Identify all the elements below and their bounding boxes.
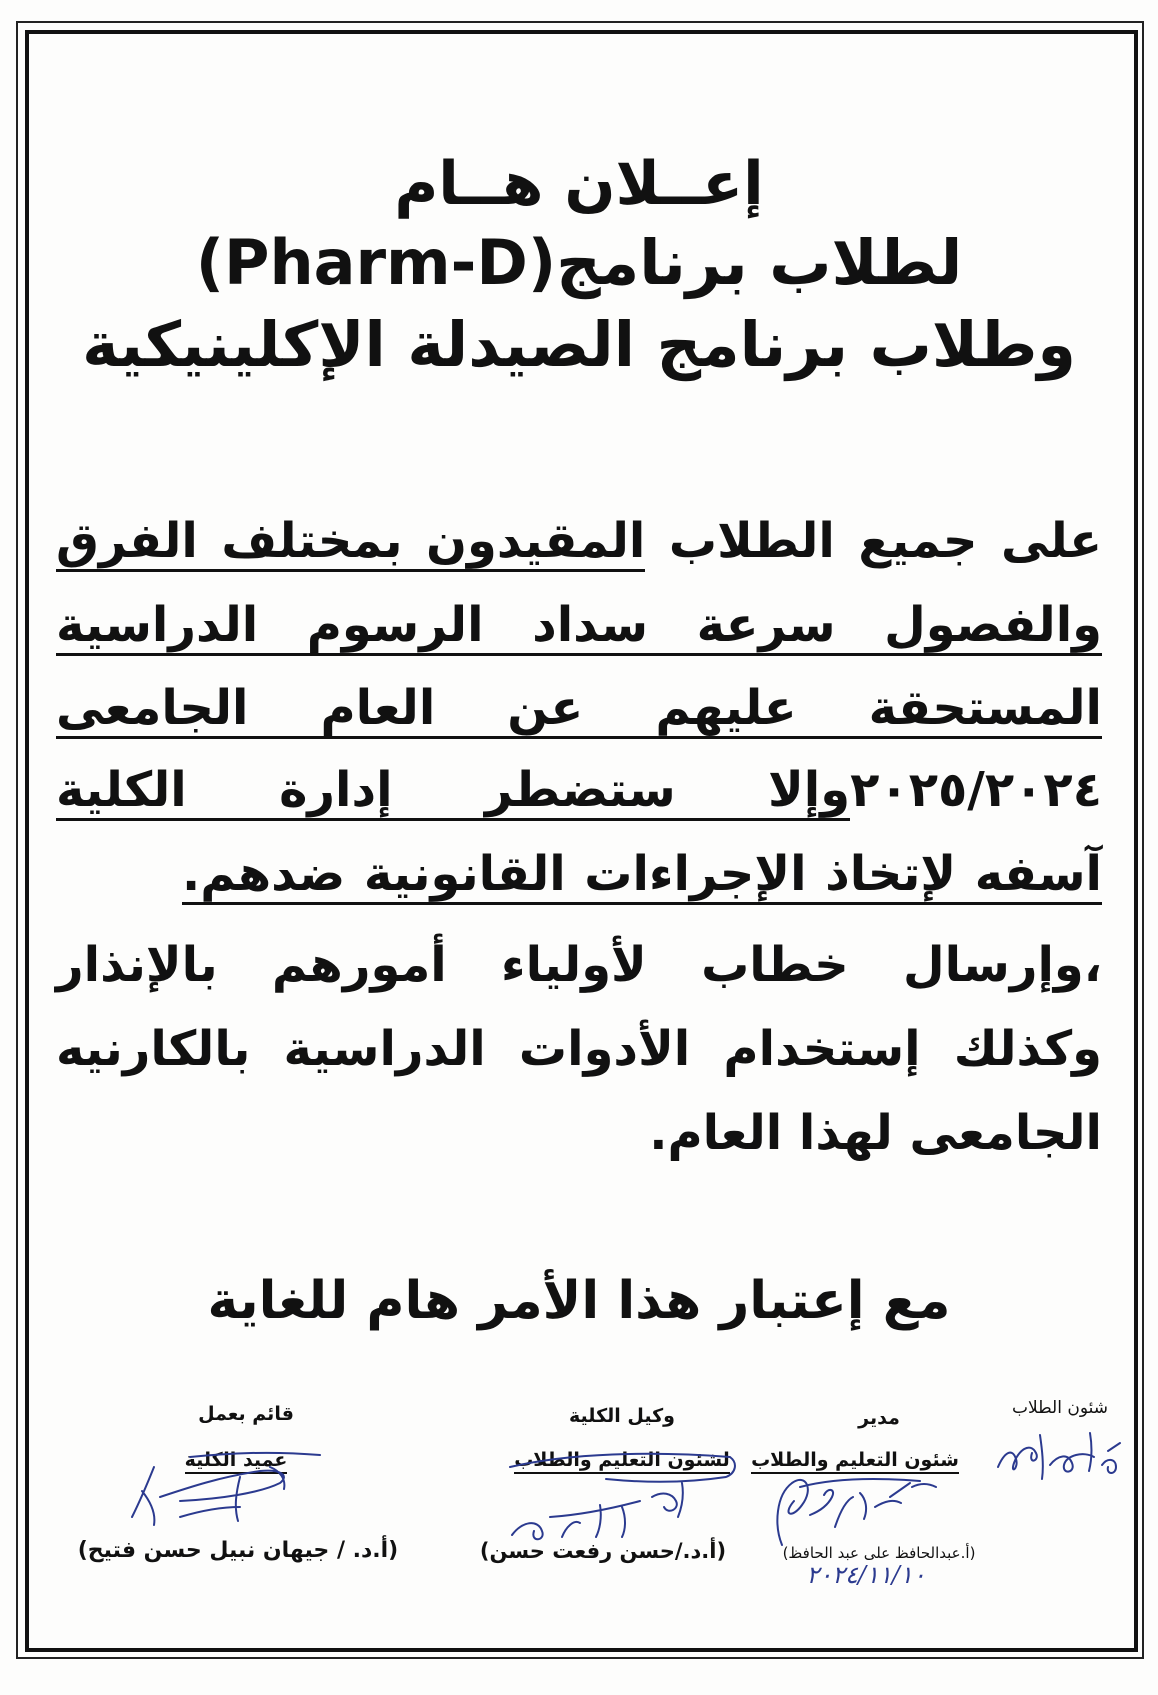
body-line-1-start: على جميع الطلاب [668, 513, 1102, 569]
signature-scribble-vice-dean [510, 1454, 735, 1539]
body-line-3 [56, 666, 1102, 750]
director-department-text: شئون التعليم والطلاب [751, 1449, 959, 1474]
body-line-7 [56, 1007, 1102, 1091]
signature-scribble-acting-dean [132, 1453, 320, 1525]
acting-dean-name: (أ.د. / جيهان نبيل حسن فتيح) [77, 1538, 399, 1563]
signature-scribble-director [777, 1479, 936, 1545]
handwritten-date: ٢٠٢٤/١١/١٠ [806, 1561, 926, 1589]
vice-dean-department-text: لشئون التعليم والطلاب [514, 1449, 730, 1474]
vice-dean-name: (أ.د./حسن رفعت حسن) [479, 1539, 727, 1563]
body-line-6 [56, 923, 1102, 1007]
body-line-1 [56, 499, 1102, 583]
body-line-5 [182, 832, 1102, 916]
body-line-2 [56, 583, 1102, 667]
announcement-heading: إعــلان هــام [394, 149, 764, 219]
body-line-6-text: ،وإرسال خطاب لأولياء أمورهم بالإنذار [56, 937, 1102, 993]
audience-line-pharm-d: لطلاب برنامج(Pharm-D) [195, 226, 963, 299]
acting-dean-department-text: عميد الكلية [185, 1449, 288, 1474]
body-line-5-text: آسفه لإتخاذ الإجراءات القانونية ضدهم. [182, 846, 1102, 905]
body-line-4 [56, 748, 1102, 832]
body-line-4-underlined: وإلا ستضطر إدارة الكلية [56, 762, 850, 821]
body-line-2-text: والفصول سرعة سداد الرسوم الدراسية [56, 597, 1102, 656]
body-line-7-text: وكذلك إستخدام الأدوات الدراسية بالكارنيه [56, 1021, 1102, 1077]
signature-scribble-student-affairs [998, 1433, 1120, 1479]
body-line-8-text: الجامعى لهذا العام. [649, 1105, 1102, 1161]
audience-line-clinical-pharmacy: وطلاب برنامج الصيدلة الإكلينيكية [82, 308, 1076, 381]
academic-year: ٢٠٢٥/٢٠٢٤ [850, 762, 1102, 818]
vice-dean-title: وكيل الكلية [569, 1405, 675, 1427]
student-affairs-label: شئون الطلاب [1011, 1398, 1109, 1418]
director-title: مدير [858, 1407, 900, 1429]
body-line-1-underlined: المقيدون بمختلف الفرق [56, 513, 645, 572]
body-line-8 [56, 1091, 1102, 1175]
director-name: (أ.عبدالحافظ على عبد الحافظ) [782, 1544, 976, 1562]
acting-dean-title: قائم بعمل [198, 1403, 294, 1425]
closing-remark: مع إعتبار هذا الأمر هام للغاية [207, 1271, 951, 1331]
body-line-3-text: المستحقة عليهم عن العام الجامعى [56, 680, 1102, 739]
handwritten-signatures [40, 1395, 1130, 1625]
